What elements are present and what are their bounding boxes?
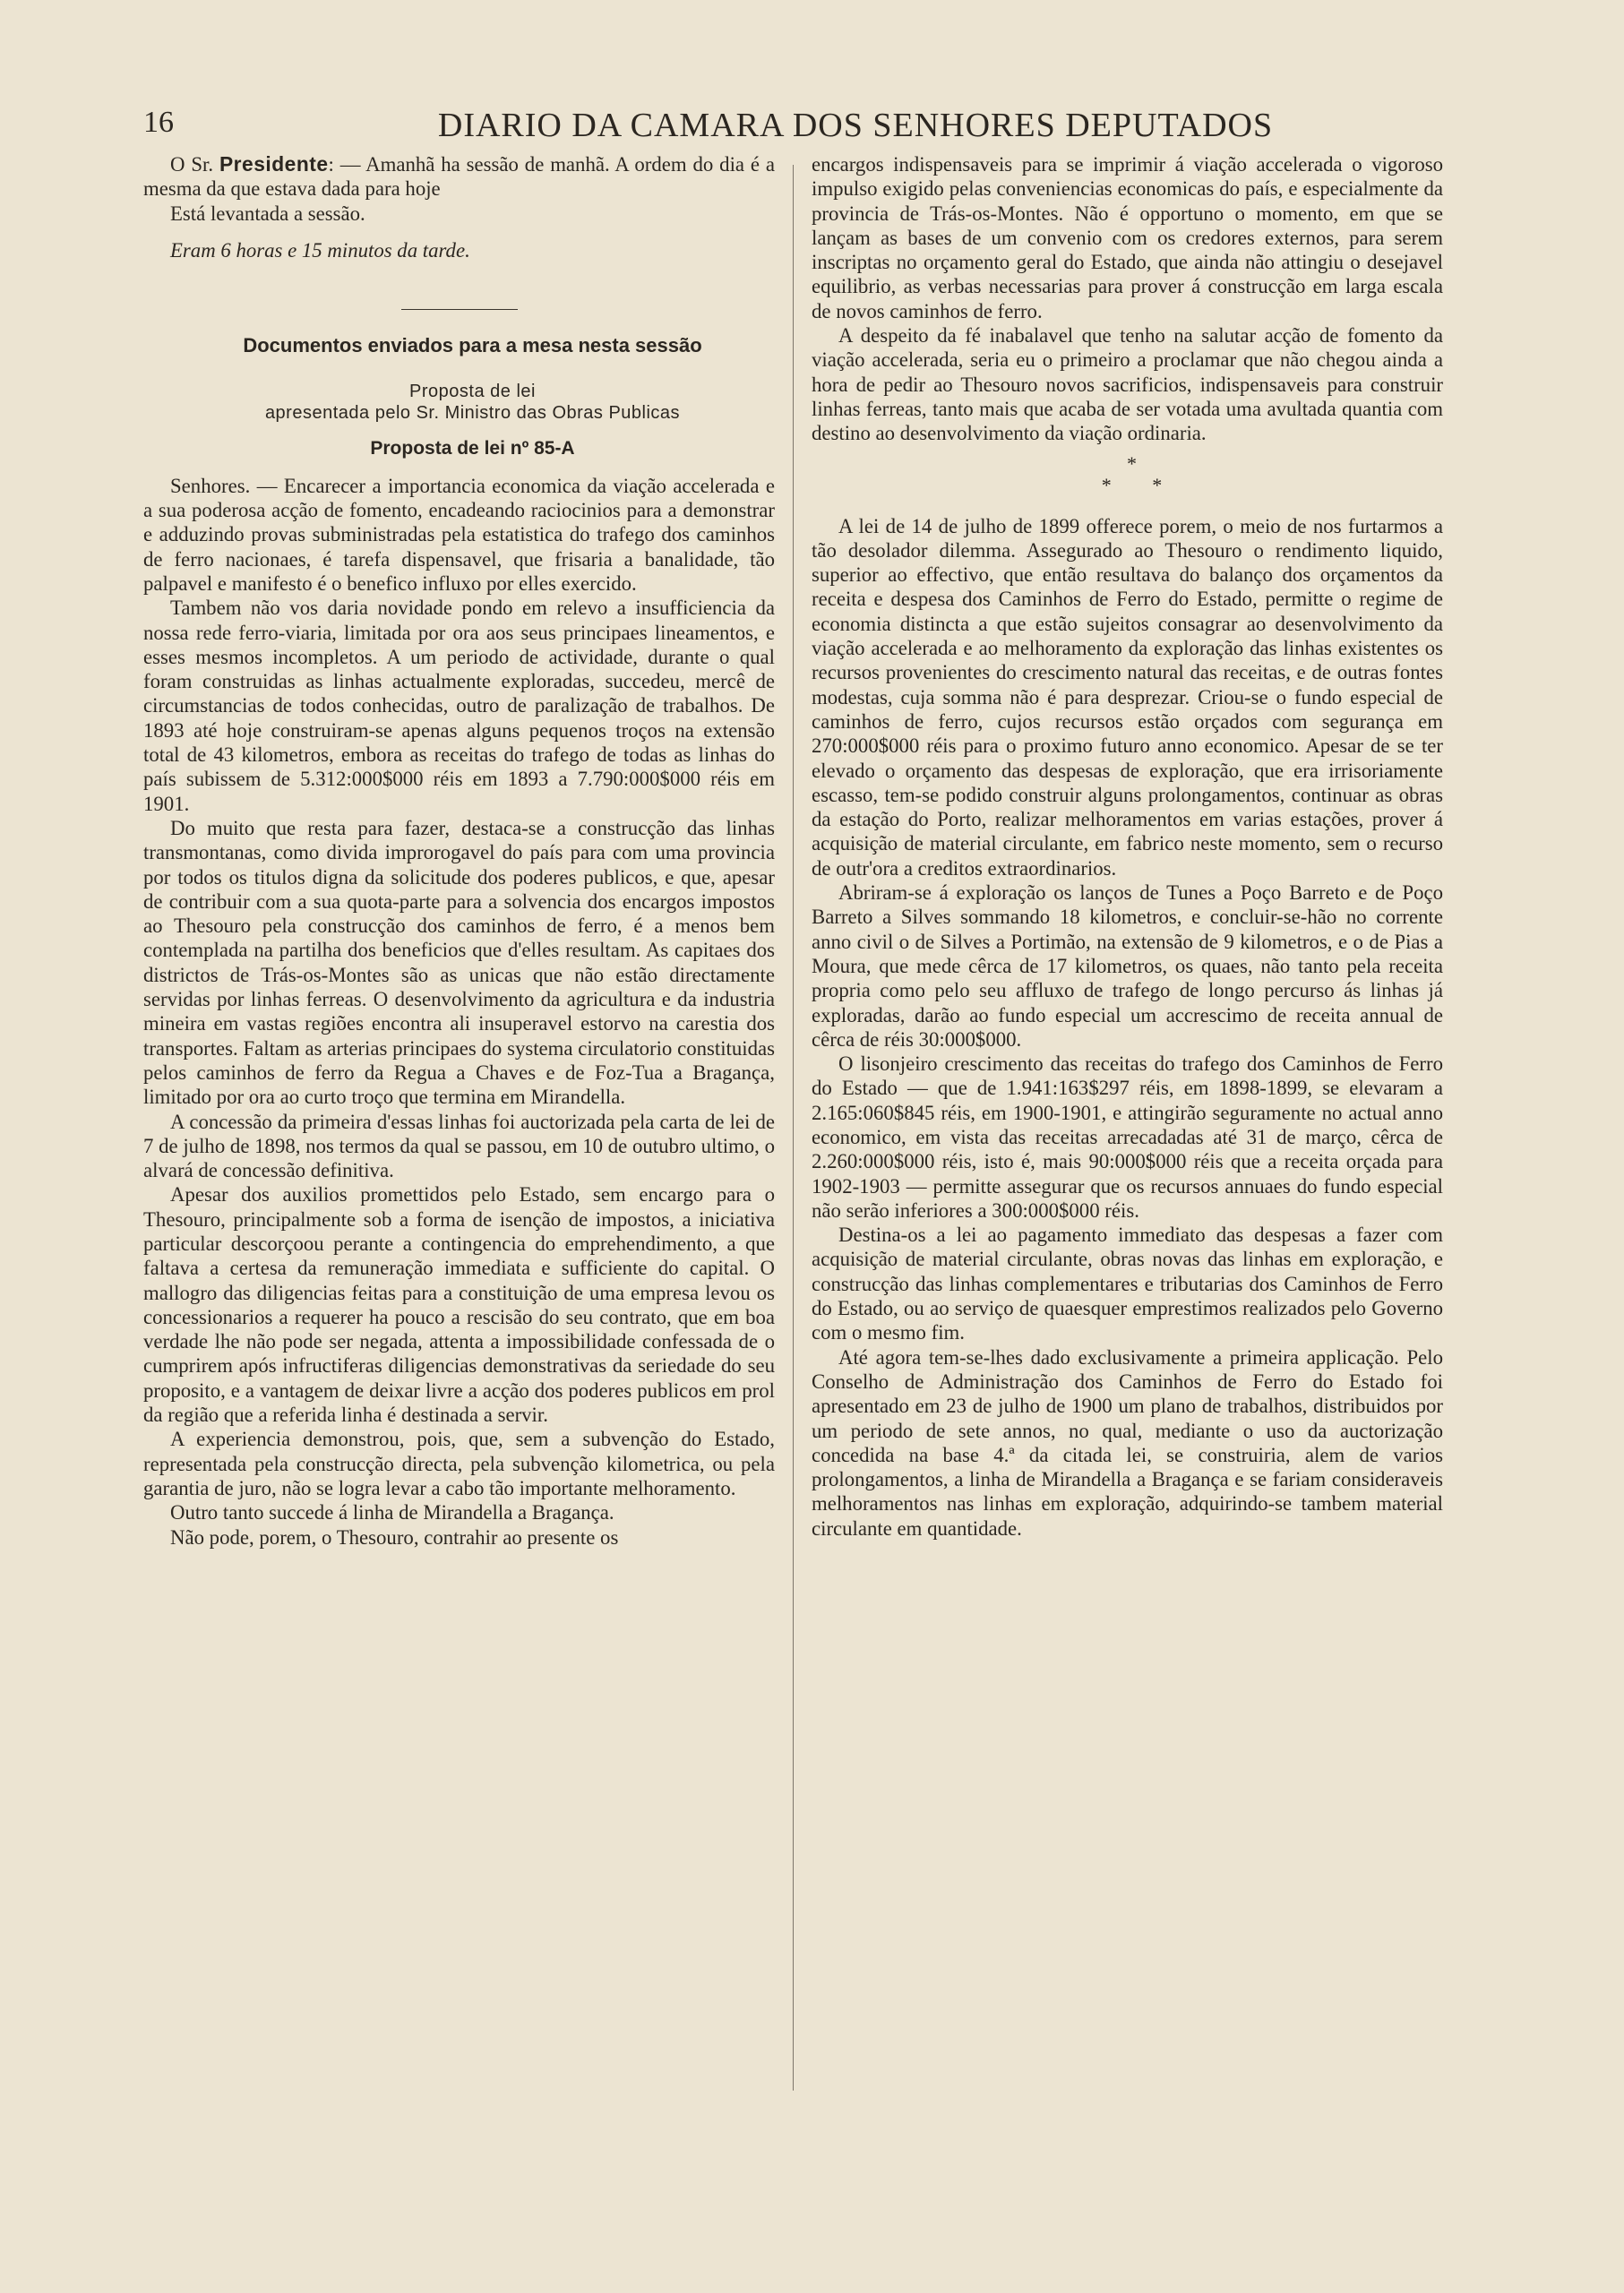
left-paragraph: Do muito que resta para fazer, destaca-se a construcção das linhas transmontanas, como divida improrogavel do país para com uma provincia por todos os titulos digna da solicitude dos poderes publicos, e que, apesar de contribuir com a sua quota-parte para a solvencia dos encargos impostos ao Thesouro pela construcção dos caminhos de ferro, é a menos bem contemplada na partilha dos beneficios que d'elles resultam. As capitaes dos districtos de Trás-os-Montes são as unicas que não estão directamente servidas por linhas ferreas. O desenvolvimento da agricultura e da industria mineira em vastas regiões encontra ali insuperavel estorvo na carestia dos transportes. Faltam as arterias principaes do systema circulatorio constituidas pelos caminhos de ferro da Regua a Chaves e de Foz-Tua a Bragança, limitado por ora ao curto troço que termina em Mirandella. xyxy=(143,816,775,1109)
right-column xyxy=(812,152,1443,2087)
speaker-name: Presidente xyxy=(219,152,329,176)
right-paragraph: A despeito da fé inabalavel que tenho na salutar acção de fomento da viação accelerada, seria eu o primeiro a proclamar que não chegou ainda a hora de pedir ao Thesouro novos sacrificios, indispensaveis para construir linhas ferreas, tanto mais que acaba de ser votada uma avultada quantia com destino ao desenvolvimento da viação ordinaria. xyxy=(812,324,1443,445)
left-paragraph: Não pode, porem, o Thesouro, contrahir ao presente os xyxy=(170,1525,619,1549)
left-paragraph: Apesar dos auxilios promettidos pelo Estado, sem encargo para o Thesouro, principalmente sob a forma de isenção de impostos, a iniciativa particular descorçoou perante a contingencia do emprehendimento, a que faltava a certesa da remuneração immediata e sufficiente do capital. O mallogro das diligencias feitas para a constituição de uma empresa levou os concessionarios a requerer ha pouco a rescisão do seu contrato, que em boa verdade lhe não pode ser negada, attenta a impossibilidade confessada de o cumprirem após infructiferas diligencias demonstrativas da seriedade do seu proposito, e a vantagem de deixar livre a acção dos poderes publicos em prol da região que a referida linha é destinada a servir. xyxy=(143,1183,775,1427)
proposal-presenter: apresentada pelo Sr. Ministro das Obras Publicas xyxy=(264,403,681,424)
left-paragraph: Tambem não vos daria novidade pondo em relevo a insufficiencia da nossa rede ferro-viaria, limitada por ora aos seus principaes lineamentos, e esses mesmos incompletos. A um periodo de actividade, durante o qual foram construidas as linhas actualmente exploradas, succedeu, mercê de circumstancias de todos conhecidas, outro de paralização de trabalhos. De 1893 até hoje construiram-se apenas alguns pequenos troços na extensão total de 43 kilometros, embora as receitas do trafego de todas as linhas do país subissem de 5.312:000$000 réis em 1893 a 7.790:000$000 réis em 1901. xyxy=(143,597,775,815)
running-title: DIARIO DA CAMARA DOS SENHORES DEPUTADOS xyxy=(437,107,1274,144)
asterism-divider xyxy=(812,453,1443,496)
right-paragraph: Abriram-se á exploração os lanços de Tunes a Poço Barreto e de Poço Barreto a Silves sommando 18 kilometros, e concluir-se-hão no corrente anno civil o de Silves a Portimão, na extensão de 9 kilometros, e o de Pias a Moura, que mede cêrca de 17 kilometros, os quaes, não tanto pela receita propria como pelo seu affluxo de trafego de longo percurso ás linhas já exploradas, darão ao fundo especial um accrescimo de receita annual de cêrca de réis 30:000$000. xyxy=(812,881,1443,1051)
page-header xyxy=(143,106,1514,152)
right-paragraph: Até agora tem-se-lhes dado exclusivamente a primeira applicação. Pelo Conselho de Administração dos Caminhos de Ferro do Estado foi apresentado em 23 de julho de 1900 um plano de trabalhos, distribuidos por um periodo de sete annos, no qual, mediante o uso da auctorização concedida na base 4.ª da citada lei, se construiria, alem de varios prolongamentos, a linha de Mirandella a Bragança e se fariam consideraveis melhoramentos nas linhas em exploração, adquirindo-se tambem material circulante em quantidade. xyxy=(812,1345,1443,1540)
left-paragraph: Senhores. — Encarecer a importancia economica da viação accelerada e a sua poderosa acção de fomento, encadeando raciocinios para a demonstrar e adduzindo provas subministradas pela estatistica do trafego dos caminhos de ferro nacionaes, é tarefa dispensavel, que frisaria a banalidade, tão palpavel e manifesto é o benefico influxo por elles exercido. xyxy=(143,474,775,595)
left-column xyxy=(143,152,775,2087)
time-note: Eram 6 horas e 15 minutos da tarde. xyxy=(170,238,470,262)
bill-number: Proposta de lei nº 85-A xyxy=(370,438,575,459)
section-heading: Documentos enviados para a mesa nesta sessão xyxy=(243,334,702,357)
president-lead: O Sr. xyxy=(170,153,214,176)
asterism-bottom: * * xyxy=(1101,473,1163,496)
left-paragraph: Outro tanto succede á linha de Mirandella a Bragança. xyxy=(170,1501,614,1524)
president-text: : — Amanhã ha sessão de manhã. A ordem do dia é a mesma da que estava dada para hoje xyxy=(143,153,775,201)
right-paragraph: O lisonjeiro crescimento das receitas do trafego dos Caminhos de Ferro do Estado — que de 1.941:163$297 réis, em 1898-1899, se elevaram a 2.165:060$845 réis, em 1900-1901, e attingirão seguramente no actual anno economico, em vista das receitas arrecadadas até 31 de março, cêrca de 2.260:000$000 réis, isto é, mais 90:000$000 réis que a receita orçada para 1902-1903 — permitte assegurar que os recursos annuaes do fundo especial não serão inferiores a 300:000$000 réis. xyxy=(812,1052,1443,1222)
column-divider xyxy=(793,165,794,2091)
right-paragraph: encargos indispensaveis para se imprimir á viação accelerada o vigoroso impulso exigido pelas conveniencias economicas do país, e especialmente da provincia de Trás-os-Montes. Não é opportuno o momento, em que se lançam as bases de um convenio com os credores externos, para serem inscriptas no orçamento geral do Estado, que ainda não attingiu o desejavel equilibrio, as verbas necessarias para prover á construcção em larga escala de novos caminhos de ferro. xyxy=(812,153,1443,322)
proposal-label: Proposta de lei xyxy=(409,382,536,402)
asterism-top: * xyxy=(1127,451,1137,475)
page-number: 16 xyxy=(143,106,174,139)
left-paragraph: A concessão da primeira d'essas linhas foi auctorizada pela carta de lei de 7 de julho de 1898, nos termos da qual se passou, em 10 de outubro ultimo, o alvará de concessão definitiva. xyxy=(143,1110,775,1182)
session-closed: Está levantada a sessão. xyxy=(170,202,365,225)
president-statement xyxy=(143,152,775,202)
right-paragraph: Destina-os a lei ao pagamento immediato das despesas a fazer com acquisição de material circulante, obras novas das linhas em exploração, e construcção das linhas complementares e tributarias dos Caminhos de Ferro do Estado, ou ao serviço de quaesquer emprestimos realizados pelo Governo com o mesmo fim. xyxy=(812,1224,1443,1344)
left-paragraph: A experiencia demonstrou, pois, que, sem a subvenção do Estado, representada pela construcção directa, pela subvenção kilometrica, ou pela garantia de juro, não se logra levar a cabo tão importante melhoramento. xyxy=(143,1428,775,1499)
right-paragraph: A lei de 14 de julho de 1899 offerece porem, o meio de nos furtarmos a tão desolador dilemma. Assegurado ao Thesouro o rendimento liquido, superior ao effectivo, que então resultava do balanço dos orçamentos da receita e despesa dos Caminhos de Ferro do Estado, permitte o regime de economia distincta a que estão sujeitos consagrar ao desenvolvimento da viação accelerada e ao melhoramento da exploração das linhas existentes os recursos provenientes do crescimento natural das receitas, e de outras fontes modestas, cuja somma não é para desprezar. Criou-se o fundo especial de caminhos de ferro, cujos recursos estão orçados com segurança em 270:000$000 réis para o proximo futuro anno economico. Apesar de se ter elevado o orçamento das despesas de exploração, que era irrisoriamente escasso, tem-se podido construir alguns prolongamentos, continuar as obras da estação do Porto, realizar melhoramentos em varias estações, prover á acquisição de material circulante, em fabrico neste momento, sem o recurso de outr'ora a creditos extraordinarios. xyxy=(812,514,1443,880)
